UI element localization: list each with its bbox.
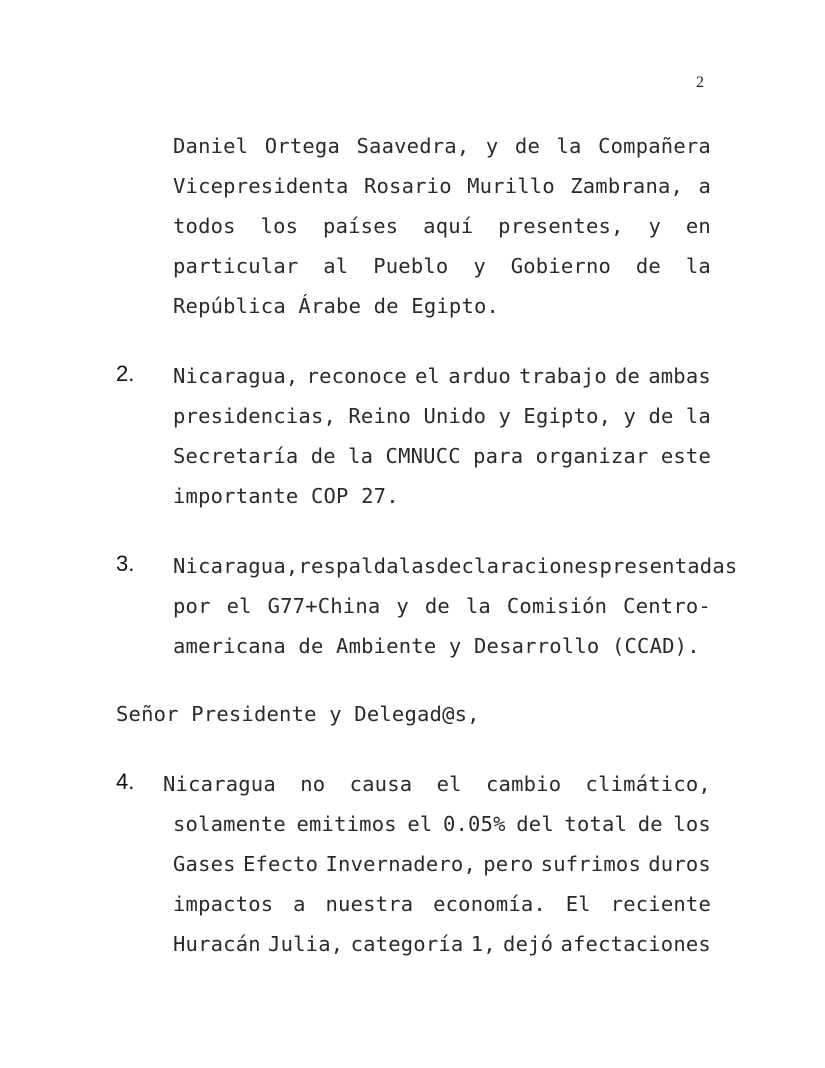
item-line — [173, 404, 711, 428]
word: Invernadero, — [325, 852, 476, 876]
word: el — [415, 364, 441, 388]
word: Efecto — [242, 852, 319, 876]
word: Julia, — [268, 932, 344, 956]
word: 0.05% — [442, 812, 506, 836]
word: arduo — [448, 364, 511, 388]
word: los — [673, 812, 711, 836]
word: por — [173, 594, 211, 618]
word: reciente — [610, 892, 711, 916]
word: Reino — [348, 404, 412, 428]
item-number: 2. — [116, 361, 135, 386]
word: Nicaragua, — [173, 554, 299, 578]
word: reconoce — [306, 364, 407, 388]
item-line — [173, 932, 711, 956]
word: economía. — [433, 892, 546, 916]
word: y — [473, 254, 486, 278]
intro-line — [173, 174, 711, 198]
word: Zambrana, — [570, 174, 684, 198]
word: duros — [648, 852, 711, 876]
word: del — [516, 812, 554, 836]
word: Ortega — [264, 134, 341, 158]
item-line — [173, 444, 711, 468]
word: categoría — [350, 932, 464, 956]
word: a — [293, 892, 306, 916]
word: dejó — [503, 932, 554, 956]
word: Gases — [173, 852, 236, 876]
item-line — [173, 594, 711, 618]
item-line — [173, 852, 711, 876]
word: de — [637, 812, 663, 836]
item-line — [173, 892, 711, 916]
intro-line — [173, 214, 711, 238]
word: emitimos — [296, 812, 397, 836]
word: la — [348, 444, 374, 468]
word: de — [310, 444, 336, 468]
word: Rosario — [363, 174, 452, 198]
word: solamente — [173, 812, 286, 836]
intro-line — [173, 254, 711, 278]
word: Unido — [423, 404, 487, 428]
word: el — [226, 594, 252, 618]
word: Nicaragua, — [173, 364, 299, 388]
word: el — [436, 772, 462, 796]
word: y — [396, 594, 409, 618]
word: Secretaría — [173, 444, 299, 468]
salutation: Señor Presidente y Delegad@s, — [116, 702, 480, 726]
word: particular — [173, 254, 299, 278]
word: los — [260, 214, 299, 238]
word: cambio — [485, 772, 562, 796]
word: Nicaragua — [163, 772, 276, 796]
word: la — [685, 254, 711, 278]
word: respalda — [298, 554, 399, 578]
word: Huracán — [173, 932, 261, 956]
word: G77+China — [267, 594, 381, 618]
word: Compañera — [598, 134, 711, 158]
item-line: americana de Ambiente y Desarrollo (CCAD). — [173, 634, 700, 658]
word: las — [398, 554, 437, 578]
word: para — [473, 444, 524, 468]
item-line — [173, 364, 711, 388]
item-number: 3. — [116, 551, 135, 576]
word: y — [648, 214, 661, 238]
word: no — [300, 772, 326, 796]
word: afectaciones — [560, 932, 711, 956]
word: de — [424, 594, 450, 618]
word: Gobierno — [510, 254, 612, 278]
word: Egipto, — [523, 404, 612, 428]
item-line — [173, 812, 711, 836]
word: climático, — [585, 772, 711, 796]
item-number: 4. — [116, 769, 135, 794]
word: aquí — [423, 214, 474, 238]
word: causa — [349, 772, 413, 796]
word: de — [615, 364, 641, 388]
word: países — [323, 214, 399, 238]
word: total — [564, 812, 628, 836]
item-line: importante COP 27. — [173, 484, 399, 508]
word: de — [635, 254, 661, 278]
word: sufrimos — [540, 852, 642, 876]
word: en — [685, 214, 711, 238]
word: y — [498, 404, 512, 428]
word: trabajo — [519, 364, 607, 388]
word: de — [514, 134, 540, 158]
word: Comisión — [506, 594, 608, 618]
word: ambas — [648, 364, 711, 388]
word: Saavedra, — [356, 134, 470, 158]
word: pero — [483, 852, 534, 876]
word: 1, — [470, 932, 496, 956]
word: declaraciones — [436, 554, 600, 578]
word: impactos — [173, 892, 274, 916]
word: Daniel — [173, 134, 249, 158]
intro-line: República Árabe de Egipto. — [173, 294, 500, 318]
word: la — [465, 594, 491, 618]
word: nuestra — [325, 892, 414, 916]
word: el — [407, 812, 433, 836]
word: presentadas — [599, 554, 738, 578]
word: presidencias, — [173, 404, 337, 428]
word: y — [623, 404, 637, 428]
item-line — [173, 554, 738, 578]
item-line — [163, 772, 711, 796]
word: presentes, — [498, 214, 624, 238]
word: la — [685, 404, 711, 428]
word: a — [698, 174, 711, 198]
word: CMNUCC — [385, 444, 461, 468]
page-number: 2 — [696, 74, 704, 91]
word: todos — [173, 214, 236, 238]
word: Vicepresidenta — [173, 174, 349, 198]
word: Pueblo — [373, 254, 449, 278]
word: la — [556, 134, 582, 158]
word: de — [648, 404, 674, 428]
intro-line — [173, 134, 711, 158]
word: El — [565, 892, 591, 916]
word: organizar — [535, 444, 649, 468]
word: y — [485, 134, 499, 158]
word: Murillo — [467, 174, 555, 198]
word: este — [660, 444, 711, 468]
word: al — [323, 254, 349, 278]
word: Centro- — [623, 594, 711, 618]
